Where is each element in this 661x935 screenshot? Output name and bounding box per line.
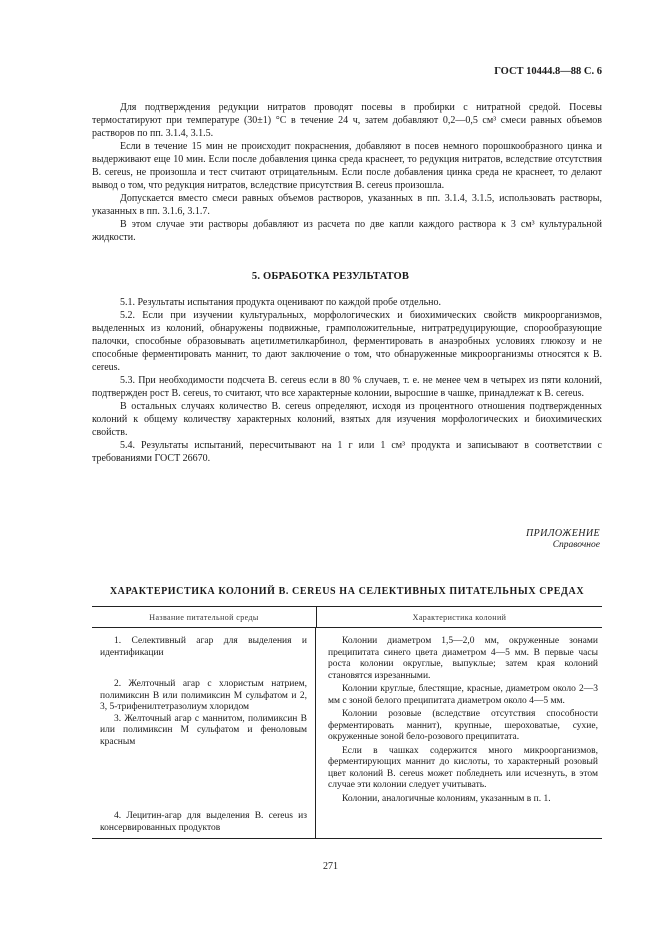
table-cell-medium: 3. Желточный агар с маннитом, полимиксин В или полимиксин М сульфатом и феноловым красным xyxy=(100,713,307,747)
column-header-medium: Название питательной среды xyxy=(92,607,317,627)
table-cell-characteristics: Колонии круглые, блестящие, красные, диаметром около 2—3 мм с зоной белого преципитата диаметром около 4—5 мм. xyxy=(328,684,598,706)
page-header: ГОСТ 10444.8—88 С. 6 xyxy=(494,66,602,77)
table-cell-characteristics: Колонии, аналогичные колониям, указанным в п. 1. xyxy=(342,793,551,804)
table-cell-medium: 4. Лецитин-агар для выделения В. cereus из консервированных продуктов xyxy=(100,811,307,833)
medium-column xyxy=(92,628,316,838)
characteristics-column xyxy=(316,628,602,838)
appendix-subtitle: Справочное xyxy=(552,540,600,550)
colonies-table xyxy=(92,606,602,839)
table-title: ХАРАКТЕРИСТИКА КОЛОНИЙ В. CEREUS НА СЕЛЕКТИВНЫХ ПИТАТЕЛЬНЫХ СРЕДАХ xyxy=(109,586,585,597)
table-cell-characteristics: Колонии розовые (вследствие отсутствия способности ферментировать маннит), крупные, шероховатые, сухие, окруженные зоной бело-розового преципитата. xyxy=(328,709,598,742)
table-cell-characteristics: Колонии диаметром 1,5—2,0 мм, окруженные зонами преципитата синего цвета диаметром 4—5 мм. В первые часы роста колонии округлые, выпуклые; затем края колоний становятся изрезанными. xyxy=(328,636,598,681)
paragraph: Для подтверждения редукции нитратов проводят посевы в пробирки с нитратной средой. Посевы термостатируют при температуре (30±1) °С в течение 24 ч, затем добавляют 0,2—0,5 см³ смеси равных объемов растворов по пп. 3.1.4, 3.1.5. xyxy=(92,102,602,139)
paragraph: Если в течение 15 мин не происходит покраснения, добавляют в посев немного порошкообразного цинка и выдерживают еще 10 мин. Если после добавления цинка среда краснеет, то редукция нитратов, вследствие отсутствия В. cereus, не произошла и тест считают отрицательным. Если после добавления цинка среда не краснеет, то делают вывод о том, что редукция нитратов, вследствие присутствия В. cereus произошла. xyxy=(92,141,602,191)
results-section xyxy=(92,296,602,465)
table-cell-medium: 1. Селективный агар для выделения и идентификации xyxy=(100,636,307,658)
paragraph: 5.4. Результаты испытаний, пересчитывают на 1 г или 1 см³ продукта и записывают в соответствии с требованиями ГОСТ 26670. xyxy=(92,440,602,464)
intro-section xyxy=(92,101,602,244)
paragraph: В остальных случаях количество В. cereus определяют, исходя из процентного отношения подтвержденных колоний к общему количеству характерных колоний, взятых для изучения морфологических и биохимических свойств. xyxy=(92,401,602,438)
page-number: 271 xyxy=(323,861,338,872)
table-body xyxy=(92,628,602,838)
paragraph: 5.3. При необходимости подсчета В. cereus если в 80 % случаев, т. е. не менее чем в четырех из пяти колоний, подтвержден рост В. cereus, то считают, что все характерные колонии, выросшие в чашке, принадлежат к В. cereus. xyxy=(92,375,602,399)
table-cell-medium: 2. Желточный агар с хлористым натрием, полимиксин В или полимиксин М сульфатом и 2, 3, 5-трифенилтетразолиум хлоридом xyxy=(100,679,307,712)
table-header-row xyxy=(92,607,602,628)
paragraph: 5.1. Результаты испытания продукта оценивают по каждой пробе отдельно. xyxy=(120,297,441,308)
paragraph: Допускается вместо смеси равных объемов растворов, указанных в пп. 3.1.4, 3.1.5, использовать растворы, указанных в пп. 3.1.6, 3.1.7. xyxy=(92,193,602,217)
table-cell-characteristics: Если в чашках содержится много микроорганизмов, ферментирующих маннит до кислоты, то характерный розовый цвет колоний В. cereus может побледнеть или исчезнуть, в этом случае эти колонии следует учитывать. xyxy=(328,745,598,790)
column-header-characteristics: Характеристика колоний xyxy=(412,612,507,622)
paragraph: 5.2. Если при изучении культуральных, морфологических и биохимических свойств микроорганизмов, выделенных из колоний, обнаружены подвижные, грамположительные, нитратредуцирующие, спорообразующие палочки, способные образовывать ацетилметилкарбинол, ферментировать в анаэробных условиях глюкозу и не способные ферментировать маннит, то дают заключение о том, что обнаруженные микроорганизмы относятся к В. cereus. xyxy=(92,310,602,373)
appendix-title: ПРИЛОЖЕНИЕ xyxy=(526,528,600,539)
appendix-label xyxy=(526,528,600,550)
section-title: 5. ОБРАБОТКА РЕЗУЛЬТАТОВ xyxy=(251,271,410,282)
paragraph: В этом случае эти растворы добавляют из расчета по две капли каждого раствора к 3 см³ культуральной жидкости. xyxy=(92,219,602,243)
